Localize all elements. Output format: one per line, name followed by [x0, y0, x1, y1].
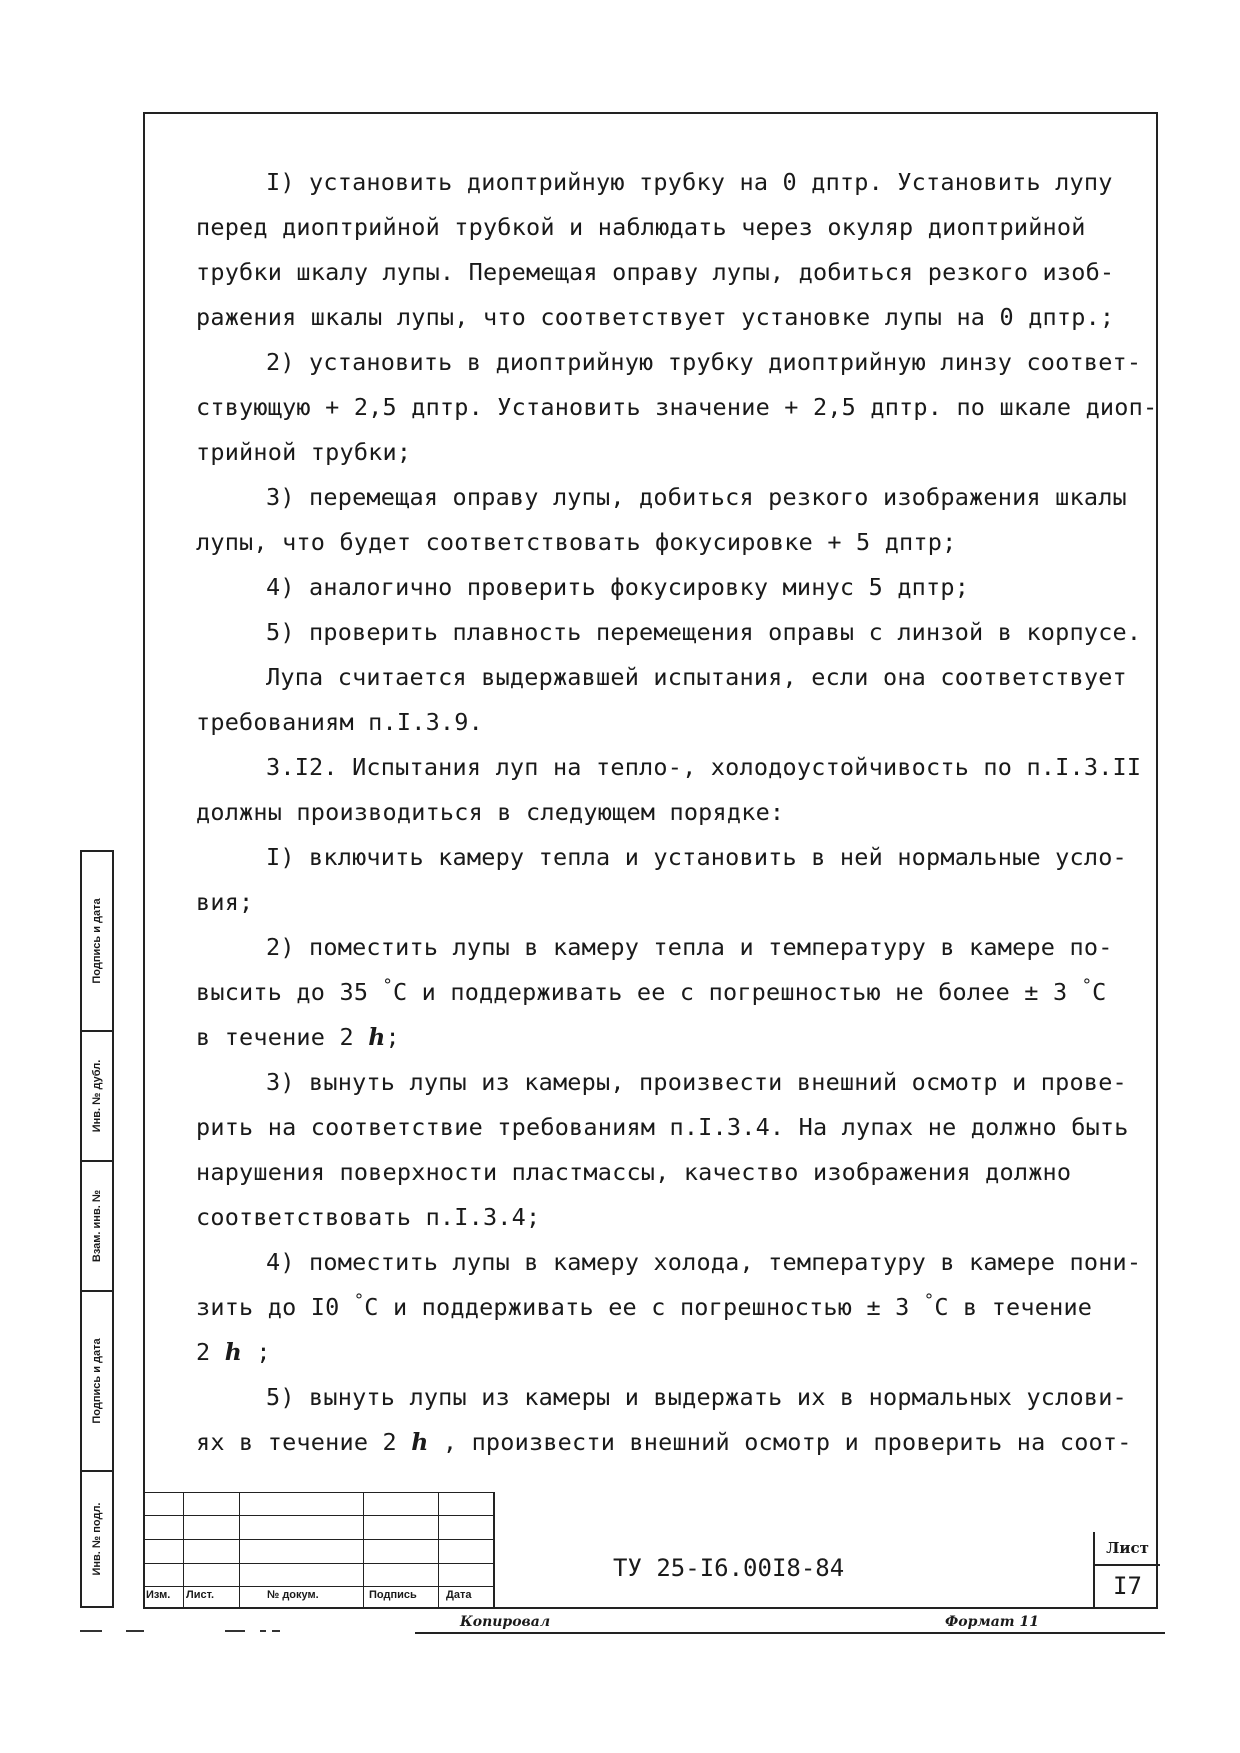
body-text	[196, 160, 1158, 1465]
text-line: 4) поместить лупы в камеру холода, температуру в камере пони-	[266, 1248, 1142, 1276]
text-line: 5) проверить плавность перемещения оправы с линзой в корпусе.	[266, 618, 1142, 646]
text-line: в течение 2 h;	[196, 1023, 400, 1051]
text-line: перед диоптрийной трубкой и наблюдать через окуляр диоптрийной	[196, 213, 1086, 241]
text-line: соответствовать п.I.3.4;	[196, 1203, 541, 1231]
title-block-grid	[143, 1492, 493, 1609]
sheet-number: I7	[1113, 1572, 1142, 1600]
side-cell-signature-date-2: Подпись и дата	[82, 1292, 112, 1472]
text-line: 2) установить в диоптрийную трубку диоптрийную линзу соответ-	[266, 348, 1142, 376]
text-line: трубки шкалу лупы. Перемещая оправу лупы, добиться резкого изоб-	[196, 258, 1115, 286]
text-line: 4) аналогично проверить фокусировку минус 5 дптр;	[266, 573, 970, 601]
text-line: 3.I2. Испытания луп на тепло-, холодоустойчивость по п.I.3.II	[266, 753, 1142, 781]
copied-label: Копировал	[460, 1614, 551, 1630]
text-line: 2) поместить лупы в камеру тепла и температуру в камере по-	[266, 933, 1113, 961]
text-line: нарушения поверхности пластмассы, качество изображения должно	[196, 1158, 1072, 1186]
text-line: требованиям п.I.3.9.	[196, 708, 483, 736]
margin-dash	[126, 1630, 144, 1632]
text-line: ражения шкалы лупы, что соответствует установке лупы на 0 дптр.;	[196, 303, 1115, 331]
margin-dash	[260, 1630, 266, 1632]
side-cell-original-inv: Инв. № подл.	[91, 1502, 103, 1576]
text-line: зить до I0 °С и поддерживать ее с погрешностью ± 3 °С в течение	[196, 1291, 1093, 1321]
side-cell-replace-inv: Взам. инв. №	[82, 1162, 112, 1292]
label-sheet-col: Лист.	[186, 1589, 215, 1601]
title-block-divider	[493, 1492, 495, 1609]
text-line: высить до 35 °С и поддерживать ее с погрешностью не более ± 3 °С	[196, 976, 1107, 1006]
text-line: ствующую + 2,5 дптр. Установить значение + 2,5 дптр. по шкале диоп-	[196, 393, 1158, 421]
margin-dash	[80, 1630, 102, 1632]
text-line: трийной трубки;	[196, 438, 412, 466]
text-line: ях в течение 2 h , произвести внешний осмотр и проверить на соот-	[196, 1428, 1132, 1456]
label-date: Дата	[446, 1589, 472, 1601]
label-signature: Подпись	[369, 1589, 417, 1601]
margin-dash	[225, 1630, 245, 1632]
footer-line	[415, 1632, 1165, 1634]
side-cell-duplicate-inv: Инв. № дубл.	[82, 1032, 112, 1162]
text-line: 2 h ;	[196, 1338, 271, 1366]
text-line: 3) перемещая оправу лупы, добиться резкого изображения шкалы	[266, 483, 1127, 511]
margin-dash	[272, 1630, 280, 1632]
sheet-box	[1093, 1532, 1160, 1609]
document-code: ТУ 25-I6.00I8-84	[613, 1554, 845, 1582]
text-line: должны производиться в следующем порядке:	[196, 798, 785, 826]
text-line: вия;	[196, 888, 254, 916]
text-line: I) установить диоптрийную трубку на 0 дптр. Установить лупу	[266, 168, 1113, 196]
text-line: 3) вынуть лупы из камеры, произвести внешний осмотр и прове-	[266, 1068, 1127, 1096]
text-line: Лупа считается выдержавшей испытания, если она соответствует	[266, 663, 1127, 691]
format-label: Формат 11	[945, 1614, 1039, 1630]
text-line: рить на соответствие требованиям п.I.3.4. На лупах не должно быть	[196, 1113, 1129, 1141]
text-line: 5) вынуть лупы из камеры и выдержать их в нормальных услови-	[266, 1383, 1127, 1411]
side-stamp	[80, 850, 114, 1608]
side-cell-signature-date-1: Подпись и дата	[82, 852, 112, 1032]
label-change: Изм.	[146, 1589, 171, 1601]
text-line: I) включить камеру тепла и установить в ней нормальные усло-	[266, 843, 1127, 871]
sheet-label: Лист	[1095, 1532, 1160, 1566]
title-block	[143, 1492, 1158, 1609]
text-line: лупы, что будет соответствовать фокусировке + 5 дптр;	[196, 528, 957, 556]
label-doc-no: № докум.	[267, 1589, 319, 1601]
